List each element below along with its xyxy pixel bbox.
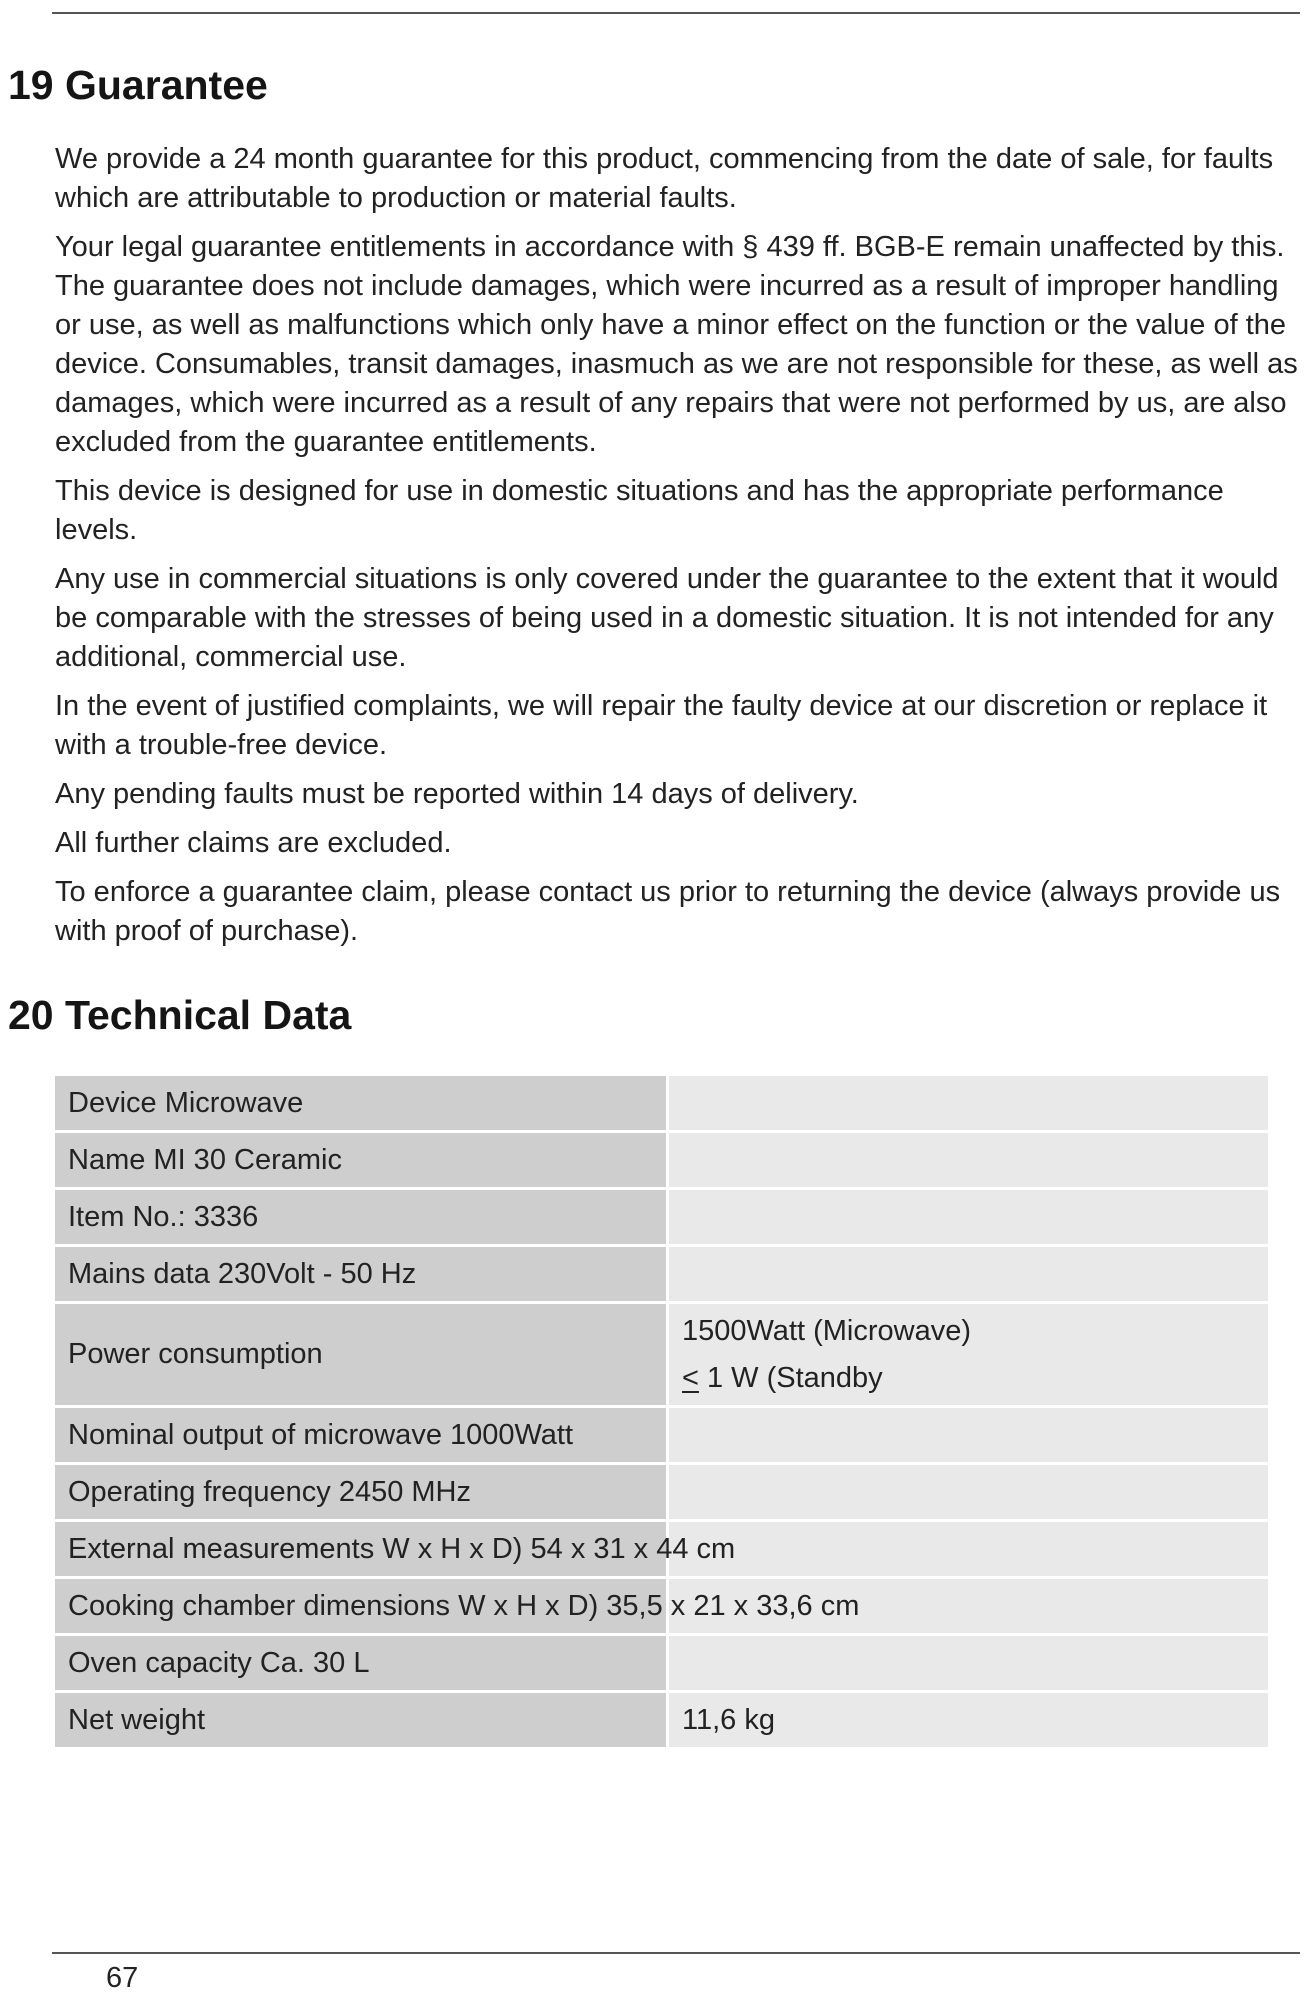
spec-value-nominal-output: [668, 1407, 1269, 1464]
external-measurements-text: External measurements W x H x D) 54 x 31 x 44 cm: [68, 1532, 736, 1565]
guarantee-paragraph-1: We provide a 24 month guarantee for this product, commencing from the date of sale, for faults which are attributable to production or material faults.: [55, 143, 1274, 214]
spec-label-operating-frequency: Operating frequency 2450 MHz: [55, 1464, 668, 1521]
bottom-divider: [52, 1952, 1300, 1954]
standby-text: 1 W (Standby: [698, 1361, 883, 1394]
guarantee-paragraph-3: This device is designed for use in domestic situations and has the appropriate performance levels.: [55, 475, 1224, 546]
table-row: [55, 1521, 1268, 1578]
spec-value-mains-data: [668, 1246, 1269, 1303]
guarantee-paragraph-2: Your legal guarantee entitlements in accordance with § 439 ff. BGB-E remain unaffected by this. The guarantee does not include damages, which were incurred as a result of improper handling or use, as well as malfunctions which only have a minor effect on the function or the value of the device. Consumables, transit damages, inasmuch as we are not responsible for these, as well as damages, which were incurred as a result of any repairs that were not performed by us, are also excluded from the guarantee entitlements.: [55, 231, 1298, 458]
top-divider: [52, 12, 1300, 14]
table-row: [55, 1464, 1268, 1521]
spec-value-name: [668, 1132, 1269, 1189]
guarantee-paragraph-4: Any use in commercial situations is only covered under the guarantee to the extent that it would be comparable with the stresses of being used in a domestic situation. It is not intended for any additional, commercial use.: [55, 563, 1279, 673]
table-row: [55, 1132, 1268, 1189]
cooking-chamber-text: Cooking chamber dimensions W x H x D) 35,5 x 21 x 33,6 cm: [68, 1589, 860, 1622]
spec-value-net-weight: 11,6 kg: [668, 1692, 1269, 1749]
spec-label-oven-capacity: Oven capacity Ca. 30 L: [55, 1635, 668, 1692]
spec-value-power-consumption: [668, 1303, 1269, 1407]
table-row: [55, 1076, 1268, 1132]
table-row: [55, 1407, 1268, 1464]
spec-value-device: [668, 1076, 1269, 1132]
spec-label-power-consumption: Power consumption: [55, 1303, 668, 1407]
spec-value-item-no: [668, 1189, 1269, 1246]
table-row: [55, 1635, 1268, 1692]
page-number: 67: [106, 1962, 139, 1994]
guarantee-paragraph-7: All further claims are excluded.: [55, 827, 452, 859]
spec-label-external-measurements: [55, 1521, 736, 1578]
spec-value-oven-capacity: [668, 1635, 1269, 1692]
guarantee-paragraph-6: Any pending faults must be reported within 14 days of delivery.: [55, 778, 859, 810]
table-row: [55, 1303, 1268, 1407]
spec-label-nominal-output: Nominal output of microwave 1000Watt: [55, 1407, 668, 1464]
spec-label-item-no: Item No.: 3336: [55, 1189, 668, 1246]
technical-data-table: [55, 1076, 1268, 1750]
spec-label-net-weight: Net weight: [55, 1692, 668, 1749]
guarantee-paragraph-5: In the event of justified complaints, we will repair the faulty device at our discretion or replace it with a trouble-free device.: [55, 690, 1268, 761]
spec-label-mains-data: Mains data 230Volt - 50 Hz: [55, 1246, 668, 1303]
table-row: [55, 1189, 1268, 1246]
guarantee-section: [55, 140, 1300, 961]
technical-data-heading: 20 Technical Data: [8, 992, 352, 1038]
guarantee-heading: 19 Guarantee: [8, 62, 268, 108]
power-standby-value: [682, 1355, 1268, 1402]
spec-label-cooking-chamber: [55, 1578, 860, 1635]
guarantee-paragraph-8: To enforce a guarantee claim, please contact us prior to returning the device (always provide us with proof of purchase).: [55, 876, 1281, 947]
power-microwave-value: 1500Watt (Microwave): [682, 1314, 972, 1347]
table-row: [55, 1692, 1268, 1749]
spec-label-name: Name MI 30 Ceramic: [55, 1132, 668, 1189]
table-row: [55, 1246, 1268, 1303]
spec-label-device: Device Microwave: [55, 1076, 668, 1132]
spec-value-operating-frequency: [668, 1464, 1269, 1521]
table-row: [55, 1578, 1268, 1635]
less-equal-symbol: <: [682, 1361, 699, 1394]
spec-value-external-measurements: [668, 1521, 1269, 1578]
